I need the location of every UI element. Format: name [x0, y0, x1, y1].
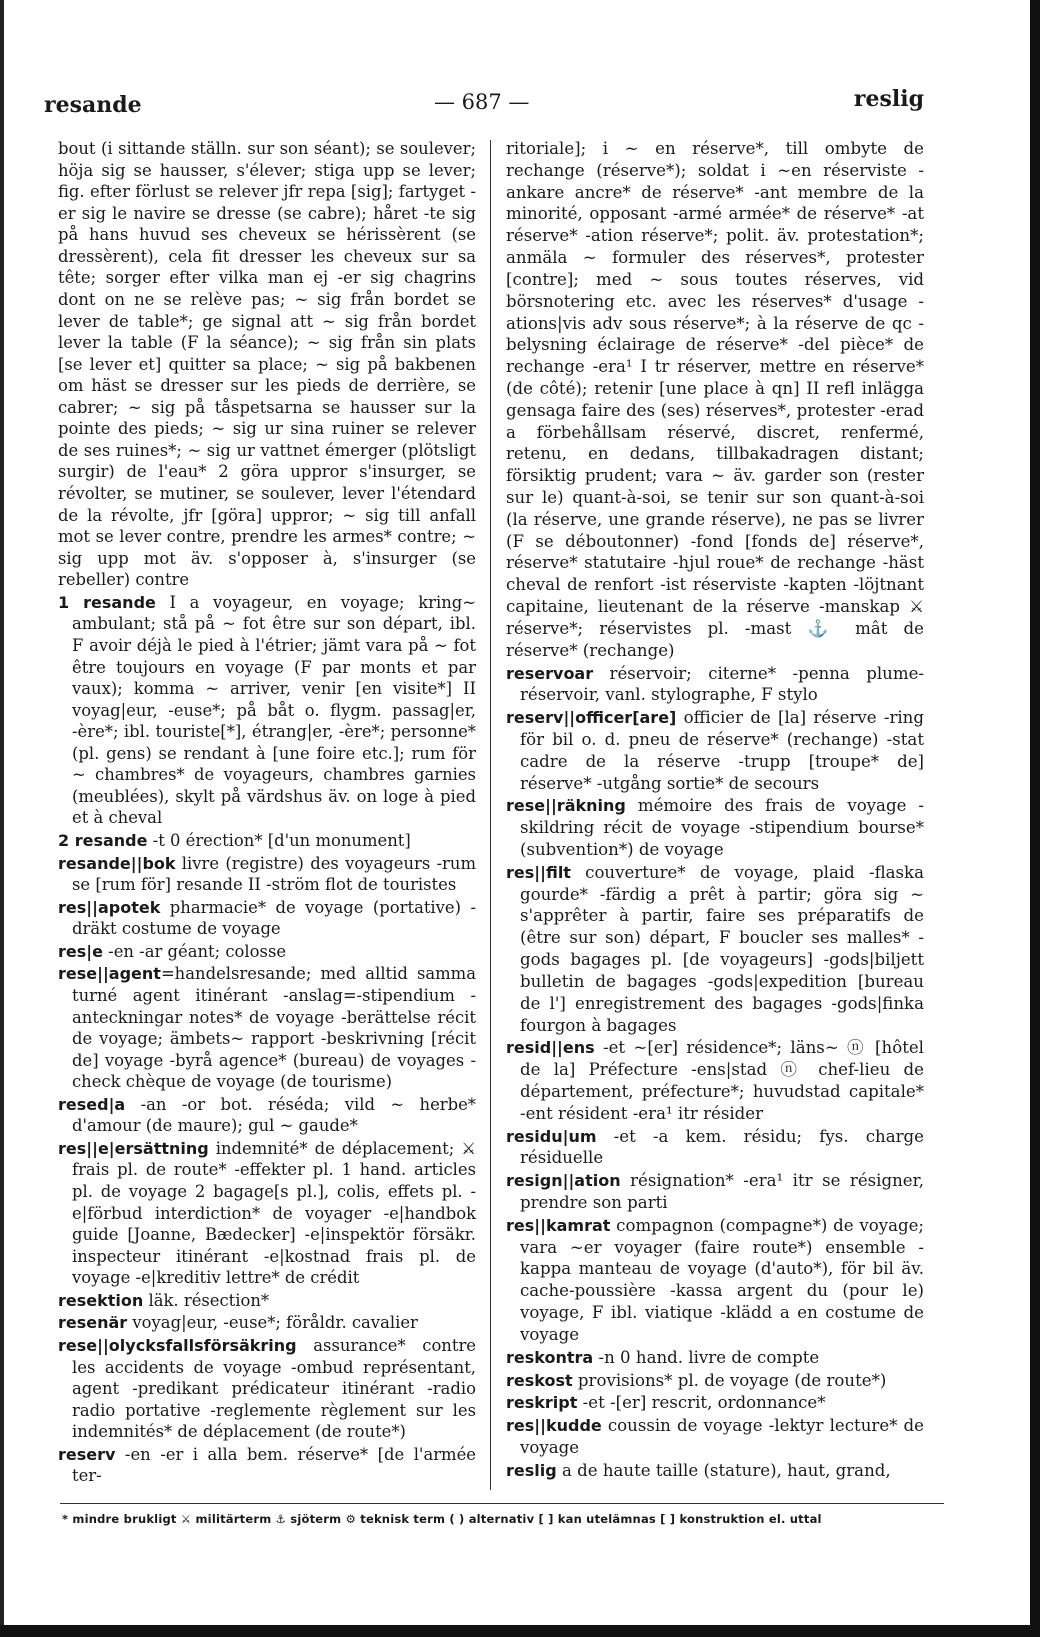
dictionary-entry — [58, 1335, 476, 1443]
dictionary-entry — [506, 138, 924, 662]
dictionary-entry — [58, 963, 476, 1092]
dictionary-entry — [58, 1290, 476, 1312]
column-divider — [490, 140, 491, 1490]
entry-definition: coussin de voyage -lektyr lecture* de voyage — [520, 1416, 924, 1457]
entry-headword: reskript — [506, 1393, 578, 1413]
entry-definition: -et -[er] rescrit, ordonnance* — [577, 1393, 826, 1413]
entry-definition: bout (i sittande ställn. sur son séant); se soulever; höja sig se hausser, s'élever; stiga upp se lever; fig. efter förlust se relever jfr repa [sig]; fartyget -er sig le navire se dresse (se cabre); håret -te sig på hans huvud ses cheveux se hérissèrent (se dressèrent), cela fit dresser les cheveux sur sa tête; sorger efter vilka man ej -er sig chagrins dont on ne se relève pas; ~ sig från bordet se lever de table*; ge signal att ~ sig från bordet lever la table (F la séance); ~ sig från sin plats [se lever et] quitter sa place; ~ sig på bakbenen om häst se dresser sur les pieds de derrière, se cabrer; ~ sig på tåspetsarna se hausser sur la pointe des pieds; ~ sig ur sina ruiner se relever de ses ruines*; ~ sig ur vattnet émerger (plötsligt surgir) de l'eau* 2 göra uppror s'insurger, se révolter, se mutiner, se soulever, lever l'étendard de la révolte, jfr [göra] uppror; ~ sig till anfall mot se lever contre, prendre les armes* contre; ~ sig upp mot äv. s'opposer à, s'insurger (se rebeller) contre — [58, 139, 476, 590]
entry-headword: res||kudde — [506, 1416, 602, 1436]
entry-headword: 1 resande — [58, 592, 156, 612]
entry-headword: res|e — [58, 941, 103, 961]
entry-definition: =handelsresande; med alltid samma turné agent itinérant -anslag=-stipendium -anteckningar notes* de voyage -berättelse récit de voyage; ämbets~ rapport -beskrivning [récit de] voyage -byrå agence* (bureau) de voyages -check chèque de voyage (de tourisme) — [72, 964, 476, 1092]
entry-headword: resenär — [58, 1313, 128, 1333]
entry-headword: 2 resande — [58, 831, 148, 850]
entry-headword: reskontra — [506, 1347, 594, 1367]
dictionary-entry — [506, 1460, 924, 1482]
entry-headword: reserv — [58, 1444, 116, 1464]
footer-rule — [60, 1503, 944, 1504]
symbol-legend: * mindre brukligt ⚔ militärterm ⚓ sjöterm ⚙ teknisk term ( ) alternativ [ ] kan utelämnas [ ] konstruktion el. uttal — [62, 1512, 822, 1526]
entry-headword: rese||agent — [58, 964, 161, 984]
scan-edge-left — [0, 0, 4, 1637]
entry-definition: indemnité* de déplacement; ⚔ frais pl. de route* -effekter pl. 1 hand. articles pl. de voyage 2 bagage[s pl.], colis, effets pl. -e|förbud interdiction* de voyager -e|handbok guide [Joanne, Bædecker] -e|inspektör försäkr. inspecteur itinérant -e|kostnad frais pl. de voyage -e|kreditiv lettre* de crédit — [72, 1138, 476, 1288]
entry-definition: voyag|eur, -euse*; föråldr. cavalier — [127, 1313, 418, 1333]
dictionary-entry — [58, 853, 476, 896]
entry-headword: reserv||officer[are] — [506, 708, 677, 728]
dictionary-entry — [58, 138, 476, 591]
entry-definition: a de haute taille (stature), haut, grand, — [556, 1460, 891, 1480]
entry-headword: resign||ation — [506, 1171, 621, 1191]
entry-headword: resid||ens — [506, 1038, 595, 1058]
entry-headword: rese||räkning — [506, 796, 626, 816]
page-number: — 687 — — [434, 90, 530, 114]
entry-headword: resektion — [58, 1290, 144, 1310]
entry-headword: reskost — [506, 1370, 573, 1390]
entry-headword: reservoar — [506, 663, 594, 683]
dictionary-entry — [506, 1392, 924, 1414]
entry-headword: residu|um — [506, 1126, 597, 1146]
entry-headword: resande||bok — [58, 853, 176, 873]
entry-headword: res||filt — [506, 862, 571, 882]
entry-definition: provisions* pl. de voyage (de route*) — [572, 1370, 887, 1390]
entry-definition: officier de [la] réserve -ring för bil o. d. pneu de réserve* (rechange) -stat cadre de la réserve -trupp [troupe* de] réserve* -utgång sortie* de secours — [520, 708, 924, 793]
left-column — [58, 138, 476, 1488]
dictionary-entry — [58, 830, 476, 852]
entry-definition: compagnon (compagne*) de voyage; vara ~er voyager (faire route*) ensemble -kappa manteau de voyage (d'auto*), för bil äv. cache-poussière -kassa argent du (pour le) voyage, F ibl. viatique -klädd a en costume de voyage — [520, 1215, 924, 1344]
dictionary-entry — [58, 897, 476, 940]
dictionary-entry — [506, 1370, 924, 1392]
dictionary-entry — [506, 795, 924, 860]
entry-definition: livre (registre) des voyageurs -rum se [rum för] resande II -ström flot de touristes — [72, 853, 476, 895]
entry-definition: mémoire des frais de voyage -skildring récit de voyage -stipendium bourse* (subvention*) de voyage — [520, 796, 924, 859]
entry-definition: pharmacie* de voyage (portative) -dräkt costume de voyage — [72, 897, 476, 939]
entry-definition: -en -ar géant; colosse — [102, 941, 287, 961]
dictionary-entry — [58, 941, 476, 963]
header-guide-word-right: reslig — [853, 86, 924, 112]
dictionary-entry — [506, 1037, 924, 1124]
entry-definition: läk. résection* — [143, 1290, 270, 1310]
entry-definition: réservoir; citerne* -penna plume-réservoir, vanl. stylographe, F stylo — [520, 663, 924, 705]
entry-definition: I a voyageur, en voyage; kring~ ambulant; stå på ~ fot être sur son départ, ibl. F avoir déjà le pied à l'étrier; jämt vara på ~ fot être toujours en voyage (F par monts et par vaux); komma ~ arriver, venir [en visite*] II voyag|eur, -euse*; på båt o. flygm. passag|er, -ère*; ibl. touriste[*], étrang|er, -ère*; personne* (pl. gens) se rendant à [une foire etc.]; rum för ~ chambres* de voyageurs, chambres garnies (meublées), skylt på värdshus äv. on loge à pied et à cheval — [72, 592, 476, 828]
entry-headword: rese||olycksfallsförsäkring — [58, 1335, 297, 1355]
header-guide-word-left: resande — [44, 92, 142, 118]
entry-definition: -en -er i alla bem. réserve* [de l'armée ter- — [72, 1444, 476, 1486]
dictionary-entry — [506, 1126, 924, 1170]
dictionary-entry — [58, 1312, 476, 1334]
entry-definition: résignation* -era¹ itr se résigner, prendre son parti — [520, 1171, 924, 1212]
dictionary-entry — [506, 1415, 924, 1459]
scan-edge-right — [1030, 0, 1040, 1637]
scan-edge-bottom — [0, 1625, 1040, 1637]
entry-headword: res||e|ersättning — [58, 1138, 209, 1158]
entry-headword: resed|a — [58, 1094, 126, 1114]
entry-headword: reslig — [506, 1460, 557, 1480]
dictionary-entry — [506, 1347, 924, 1369]
entry-definition: -an -or bot. réséda; vild ~ herbe* d'amour (de maure); gul ~ gaude* — [72, 1094, 476, 1136]
entry-headword: res||apotek — [58, 897, 161, 917]
dictionary-entry — [506, 707, 924, 794]
entry-definition: couverture* de voyage, plaid -flaska gourde* -färdig a prêt à partir; göra sig ~ s'apprêter à partir, faire ses préparatifs de (être sur son) départ, F boucler ses malles* -gods bagages pl. [de voyageurs] -gods|biljett bulletin de bagages -gods|expedition [bureau de l'] enregistrement des bagages -gods|finka fourgon à bagages — [520, 862, 924, 1035]
dictionary-entry — [58, 592, 476, 829]
dictionary-entry — [506, 1170, 924, 1214]
entry-definition: assurance* contre les accidents de voyage -ombud représentant, agent -predikant prédicateur itinérant -radio radio portative -reglemente règlement sur les indemnités* de déplacement (de route*) — [72, 1335, 476, 1442]
dictionary-entry — [58, 1444, 476, 1487]
page-header — [44, 86, 924, 120]
entry-headword: res||kamrat — [506, 1215, 611, 1235]
dictionary-entry — [58, 1094, 476, 1137]
right-column — [506, 138, 924, 1483]
entry-definition: -et -a kem. résidu; fys. charge résiduelle — [520, 1126, 924, 1168]
dictionary-entry — [506, 862, 924, 1037]
entry-definition: -et ~[er] résidence*; läns~ ⓝ [hôtel de la] Préfecture -ens|stad ⓝ chef-lieu de département, préfecture*; huvudstad capitale* -ent résident -era¹ itr résider — [520, 1038, 924, 1123]
dictionary-entry — [506, 663, 924, 707]
dictionary-entry — [58, 1138, 476, 1289]
dictionary-entry — [506, 1215, 924, 1346]
entry-definition: -n 0 hand. livre de compte — [593, 1347, 820, 1367]
entry-definition: ritoriale]; i ~ en réserve*, till ombyte de rechange (réserve*); soldat i ~en réserviste -ankare ancre* de réserve* -ant membre de la minorité, opposant -armé armée* de réserve* -at réserve* -ation réserve*; polit. äv. protestation*; anmäla ~ formuler des réserves*, protester [contre]; med ~ sous toutes réserves, vid börsnotering etc. avec les réserves* d'usage -ations|vis adv sous réserve*; à la réserve de qc -belysning éclairage de réserve* -del pièce* de rechange -era¹ I tr réserver, mettre en réserve* (de côté); retenir [une place à qn] II refl inlägga gensaga faire des (ses) réserves*, protester -erad a förbehållsam réservé, discret, renfermé, retenu, en dedans, tillbakadragen distant; försiktig prudent; vara ~ äv. garder son (rester sur le) quant-à-soi, se tenir sur son quant-à-soi (la réserve, une grande réserve), ne pas se livrer (F se déboutonner) -fond [fonds de] réserve*, réserve* statutaire -hjul roue* de rechange -häst cheval de renfort -ist réserviste -kapten -löjtnant capitaine, lieutenant de la réserve -manskap ⚔ réserve*; réservistes pl. -mast ⚓ mât de réserve* (rechange) — [506, 139, 924, 660]
entry-definition: -t 0 érection* [d'un monument] — [147, 831, 411, 850]
